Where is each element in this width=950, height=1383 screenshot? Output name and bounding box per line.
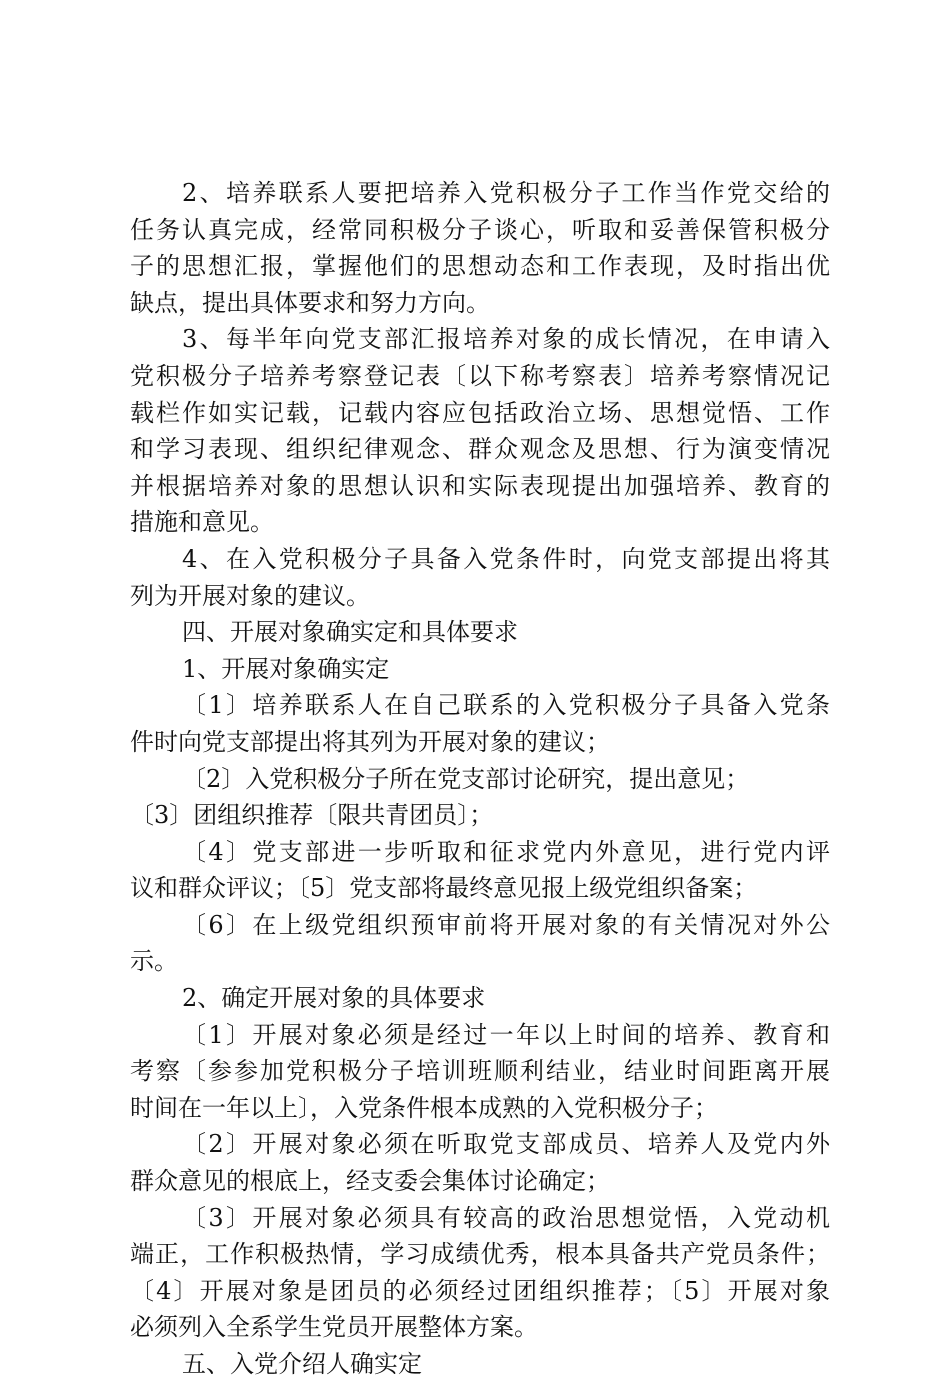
text-line: 议和群众评议；〔5〕党支部将最终意见报上级党组织备案； <box>130 874 758 903</box>
text-line: 党积极分子培养考察登记表〔以下称考察表〕培养考察情况记 <box>130 361 830 390</box>
text-line: 考察〔参参加党积极分子培训班顺利结业，结业时间距离开展 <box>130 1057 830 1086</box>
text-line: 〔4〕开展对象是团员的必须经过团组织推荐；〔5〕开展对象 <box>130 1276 830 1305</box>
text-line: 示。 <box>130 947 178 976</box>
text-line: 缺点，提出具体要求和努力方向。 <box>130 288 490 317</box>
text-line: 〔3〕团组织推荐〔限共青团员〕； <box>130 801 494 830</box>
text-line: 1、开展对象确实定 <box>182 654 390 683</box>
text-line: 必须列入全系学生党员开展整体方案。 <box>130 1313 538 1342</box>
text-line: 〔1〕培养联系人在自己联系的入党积极分子具备入党条 <box>182 691 830 720</box>
text-line: 端正，工作积极热情，学习成绩优秀，根本具备共产党员条件； <box>130 1240 830 1269</box>
text-line: 〔2〕开展对象必须在听取党支部成员、培养人及党内外 <box>182 1130 830 1159</box>
text-line: 列为开展对象的建议。 <box>130 581 370 610</box>
text-line: 群众意见的根底上，经支委会集体讨论确定； <box>130 1167 610 1196</box>
text-line: 〔1〕开展对象必须是经过一年以上时间的培养、教育和 <box>182 1020 830 1049</box>
text-line: 4、在入党积极分子具备入党条件时，向党支部提出将其 <box>182 544 830 573</box>
text-line: 件时向党支部提出将其列为开展对象的建议； <box>130 727 610 756</box>
text-line: 3、每半年向党支部汇报培养对象的成长情况，在申请入 <box>182 325 830 354</box>
text-line: 〔2〕入党积极分子所在党支部讨论研究，提出意见； <box>182 764 750 793</box>
text-line: 子的思想汇报，掌握他们的思想动态和工作表现，及时指出优 <box>130 252 830 281</box>
text-line: 并根据培养对象的思想认识和实际表现提出加强培养、教育的 <box>130 471 830 500</box>
text-line: 时间在一年以上〕，入党条件根本成熟的入党积极分子； <box>130 1093 718 1122</box>
text-line: 2、确定开展对象的具体要求 <box>182 984 486 1013</box>
text-line: 〔4〕党支部进一步听取和征求党内外意见，进行党内评 <box>182 837 830 866</box>
text-line: 措施和意见。 <box>130 508 274 537</box>
text-line: 四、开展对象确实定和具体要求 <box>182 618 518 647</box>
text-line: 载栏作如实记载，记载内容应包括政治立场、思想觉悟、工作 <box>130 398 830 427</box>
text-line: 五、入党介绍人确实定 <box>182 1350 422 1378</box>
text-line: 〔6〕在上级党组织预审前将开展对象的有关情况对外公 <box>182 910 830 939</box>
document-body <box>130 175 830 1383</box>
text-line: 和学习表现、组织纪律观念、群众观念及思想、行为演变情况 <box>130 435 830 464</box>
text-line: 任务认真完成，经常同积极分子谈心，听取和妥善保管积极分 <box>130 215 830 244</box>
text-line: 〔3〕开展对象必须具有较高的政治思想觉悟，入党动机 <box>182 1203 830 1232</box>
text-line: 2、培养联系人要把培养入党积极分子工作当作党交给的 <box>182 179 830 207</box>
